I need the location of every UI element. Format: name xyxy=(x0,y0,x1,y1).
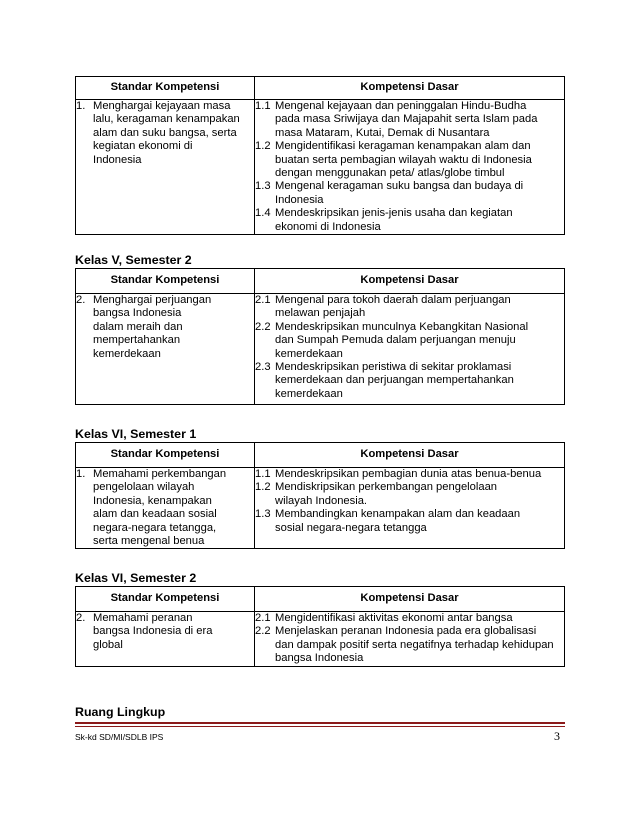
kd-cell xyxy=(255,100,565,235)
section-title-kelas-v-semester-2: Kelas V, Semester 2 xyxy=(75,253,192,267)
kd-line: Mendeskripsikan jenis-jenis usaha dan kegiatan xyxy=(275,207,513,220)
kd-number: 1.2 xyxy=(255,140,271,153)
header-kompetensi-dasar: Kompetensi Dasar xyxy=(255,443,565,468)
header-standar-kompetensi: Standar Kompetensi xyxy=(76,77,255,100)
section-title-ruang-lingkup: Ruang Lingkup xyxy=(75,705,166,719)
sk-line: alam dan suku bangsa, serta xyxy=(93,126,237,139)
kd-line: bangsa Indonesia xyxy=(275,652,364,665)
competency-table-2 xyxy=(75,268,565,405)
kd-item xyxy=(255,361,564,401)
header-kompetensi-dasar: Kompetensi Dasar xyxy=(255,587,565,612)
section-title-kelas-vi-semester-1: Kelas VI, Semester 1 xyxy=(75,427,197,441)
kd-item xyxy=(255,140,564,180)
competency-table-3 xyxy=(75,442,565,549)
kd-item xyxy=(255,180,564,207)
kd-line: kemerdekaan dan perjuangan mempertahankan xyxy=(275,374,514,387)
sk-line: pengelolaan wilayah xyxy=(93,481,195,494)
kd-item xyxy=(255,612,564,625)
kd-line: Mengenal kejayaan dan peninggalan Hindu-Budha xyxy=(275,100,527,112)
sk-line: Menghargai perjuangan xyxy=(93,294,212,306)
kd-cell xyxy=(255,294,565,405)
kd-number: 2.1 xyxy=(255,612,271,624)
footer-rule-thin xyxy=(75,726,565,727)
kd-line: buatan serta pembagian wilayah waktu di Indonesia xyxy=(275,153,532,166)
kd-line: dan Sumpah Pemuda dalam perjuangan menuju xyxy=(275,334,516,347)
kd-line: kemerdekaan xyxy=(275,387,343,400)
kd-line: ekonomi di Indonesia xyxy=(275,220,381,233)
kd-item xyxy=(255,294,564,321)
sk-cell xyxy=(76,612,255,667)
kd-line: Mendeskripsikan pembagian dunia atas benua-benua xyxy=(275,468,542,480)
sk-line: kemerdekaan xyxy=(93,347,161,360)
kd-number: 1.1 xyxy=(255,468,271,480)
footer-rule-thick xyxy=(75,722,565,724)
sk-line: Memahami perkembangan xyxy=(93,468,227,480)
kd-number: 1.3 xyxy=(255,180,271,193)
sk-line: Indonesia xyxy=(93,153,142,166)
kd-item xyxy=(255,508,564,535)
sk-line: alam dan keadaan sosial xyxy=(93,508,217,521)
header-kompetensi-dasar: Kompetensi Dasar xyxy=(255,77,565,100)
kd-line: Mengenal keragaman suku bangsa dan budaya di xyxy=(275,180,524,193)
kd-item xyxy=(255,321,564,361)
sk-number: 2. xyxy=(76,612,86,624)
kd-line: Mengidentifikasi aktivitas ekonomi antar bangsa xyxy=(275,612,513,624)
sk-line: dalam meraih dan xyxy=(93,320,183,333)
header-kompetensi-dasar: Kompetensi Dasar xyxy=(255,269,565,294)
sk-number: 1. xyxy=(76,100,86,112)
footer-page-number: 3 xyxy=(554,729,560,743)
kd-number: 2.3 xyxy=(255,361,271,374)
kd-line: pada masa Sriwijaya dan Majapahit serta Islam pada xyxy=(275,113,538,126)
sk-line: global xyxy=(93,638,123,651)
kd-number: 1.3 xyxy=(255,508,271,521)
kd-item xyxy=(255,100,564,140)
kd-line: kemerdekaan xyxy=(275,347,343,360)
sk-line: kegiatan ekonomi di xyxy=(93,140,193,153)
kd-number: 1.4 xyxy=(255,207,271,220)
header-standar-kompetensi: Standar Kompetensi xyxy=(76,269,255,294)
kd-item xyxy=(255,468,564,481)
sk-line: Memahami peranan xyxy=(93,612,193,624)
kd-number: 2.2 xyxy=(255,625,271,638)
kd-item xyxy=(255,481,564,508)
kd-line: Mengenal para tokoh daerah dalam perjuangan xyxy=(275,294,511,306)
kd-line: Menjelaskan peranan Indonesia pada era globalisasi xyxy=(275,625,537,638)
kd-line: wilayah Indonesia. xyxy=(275,494,368,507)
kd-line: Mendiskripsikan perkembangan pengelolaan xyxy=(275,481,498,494)
header-standar-kompetensi: Standar Kompetensi xyxy=(76,587,255,612)
competency-table-4 xyxy=(75,586,565,667)
kd-line: Mengidentifikasi keragaman kenampakan alam dan xyxy=(275,140,531,153)
kd-item xyxy=(255,625,564,665)
sk-line: lalu, keragaman kenampakan xyxy=(93,113,240,126)
kd-line: sosial negara-negara tetangga xyxy=(275,521,427,534)
header-standar-kompetensi: Standar Kompetensi xyxy=(76,443,255,468)
kd-number: 1.2 xyxy=(255,481,271,494)
sk-number: 1. xyxy=(76,468,86,480)
kd-line: Indonesia xyxy=(275,193,324,206)
sk-number: 2. xyxy=(76,294,86,306)
sk-cell xyxy=(76,100,255,235)
kd-line: dengan menggunakan peta/ atlas/globe timbul xyxy=(275,167,505,180)
footer-document-code: Sk-kd SD/MI/SDLB IPS xyxy=(75,732,164,742)
sk-line: bangsa Indonesia di era xyxy=(93,625,213,638)
kd-number: 1.1 xyxy=(255,100,271,112)
kd-line: melawan penjajah xyxy=(275,307,366,320)
competency-table-1 xyxy=(75,76,565,235)
kd-number: 2.2 xyxy=(255,320,271,333)
sk-cell xyxy=(76,294,255,405)
kd-line: dan dampak positif serta negatifnya terhadap kehidupan xyxy=(275,638,554,651)
sk-line: mempertahankan xyxy=(93,334,181,347)
sk-line: bangsa Indonesia xyxy=(93,307,182,320)
sk-line: serta mengenal benua xyxy=(93,535,205,548)
sk-line: Menghargai kejayaan masa xyxy=(93,100,231,112)
section-title-kelas-vi-semester-2: Kelas VI, Semester 2 xyxy=(75,571,197,585)
kd-line: masa Mataram, Kutai, Demak di Nusantara xyxy=(275,126,490,139)
sk-cell xyxy=(76,468,255,549)
kd-line: Mendeskripsikan munculnya Kebangkitan Nasional xyxy=(275,320,529,333)
kd-line: Mendeskripsikan peristiwa di sekitar proklamasi xyxy=(275,361,512,374)
kd-number: 2.1 xyxy=(255,294,271,306)
sk-line: Indonesia, kenampakan xyxy=(93,494,212,507)
kd-line: Membandingkan kenampakan alam dan keadaan xyxy=(275,508,521,521)
kd-cell xyxy=(255,468,565,549)
kd-item xyxy=(255,207,564,234)
kd-cell xyxy=(255,612,565,667)
sk-line: negara-negara tetangga, xyxy=(93,521,217,534)
